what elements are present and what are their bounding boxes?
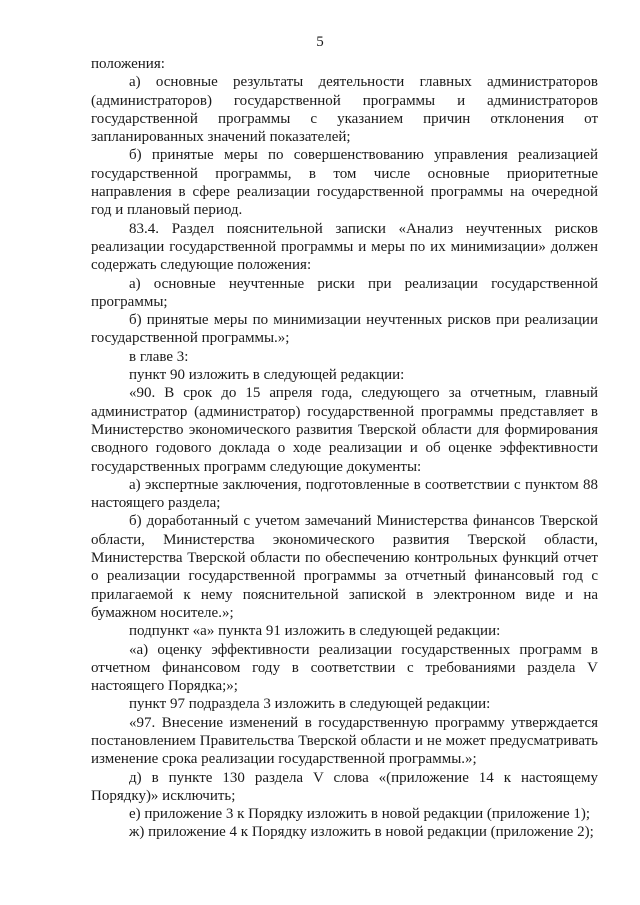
paragraph: в главе 3:: [129, 348, 189, 365]
page-number: 5: [316, 34, 324, 50]
paragraph: б) принятые меры по минимизации неучтенных рисков при реализации государственной программы.»;: [91, 312, 598, 347]
paragraph: б) принятые меры по совершенствованию управления реализацией государственной программы, в том числе основные приоритетные направления в сфере реализации государственной программы на очередной год и плановый период.: [91, 147, 598, 219]
paragraph: а) экспертные заключения, подготовленные в соответствии с пунктом 88 настоящего раздела;: [91, 476, 598, 512]
paragraph: ж) приложение 4 к Порядку изложить в новой редакции (приложение 2);: [129, 824, 594, 841]
paragraph: а) основные результаты деятельности главных администраторов (администраторов) государственной программы и администраторов государственной программы с указанием причин отклонения от запланированных значений показателей;: [91, 74, 598, 146]
paragraph: подпункт «а» пункта 91 изложить в следующей редакции:: [129, 623, 501, 640]
document-body: [91, 55, 598, 842]
paragraph: б) доработанный с учетом замечаний Министерства финансов Тверской области, Министерства экономического развития Тверской области, Министерства Тверской области по обеспечению контрольных функций отчет о реализации государственной программы за отчетный финансовый год с прилагаемой к нему пояснительной запиской в электронном виде и на бумажном носителе.»;: [91, 513, 598, 621]
paragraph: д) в пункте 130 раздела V слова «(приложение 14 к настоящему Порядку)» исключить;: [91, 769, 598, 804]
paragraph: пункт 97 подраздела 3 изложить в следующей редакции:: [129, 696, 491, 713]
paragraph: 83.4. Раздел пояснительной записки «Анализ неучтенных рисков реализации государственной программы и меры по их минимизации» должен содержать следующие положения:: [91, 220, 598, 274]
paragraph: е) приложение 3 к Порядку изложить в новой редакции (приложение 1);: [129, 806, 591, 823]
paragraph: положения:: [91, 56, 165, 72]
paragraph: «а) оценку эффективности реализации государственных программ в отчетном финансовом году в соответствии с требованиями раздела V настоящего Порядка;»;: [91, 641, 598, 695]
paragraph: а) основные неучтенные риски при реализации государственной программы;: [91, 275, 598, 310]
paragraph: пункт 90 изложить в следующей редакции:: [129, 367, 405, 384]
paragraph: «90. В срок до 15 апреля года, следующего за отчетным, главный администратор (администратор) государственной программы представляет в Министерство экономического развития Тверской области для формирования сводного годового доклада о ходе реализации и об оценке эффективности государственных программ следующие документы:: [91, 385, 598, 475]
paragraph: «97. Внесение изменений в государственную программу утверждается постановлением Правительства Тверской области и не может предусматривать изменение срока реализации государственной программы.»;: [91, 714, 598, 768]
